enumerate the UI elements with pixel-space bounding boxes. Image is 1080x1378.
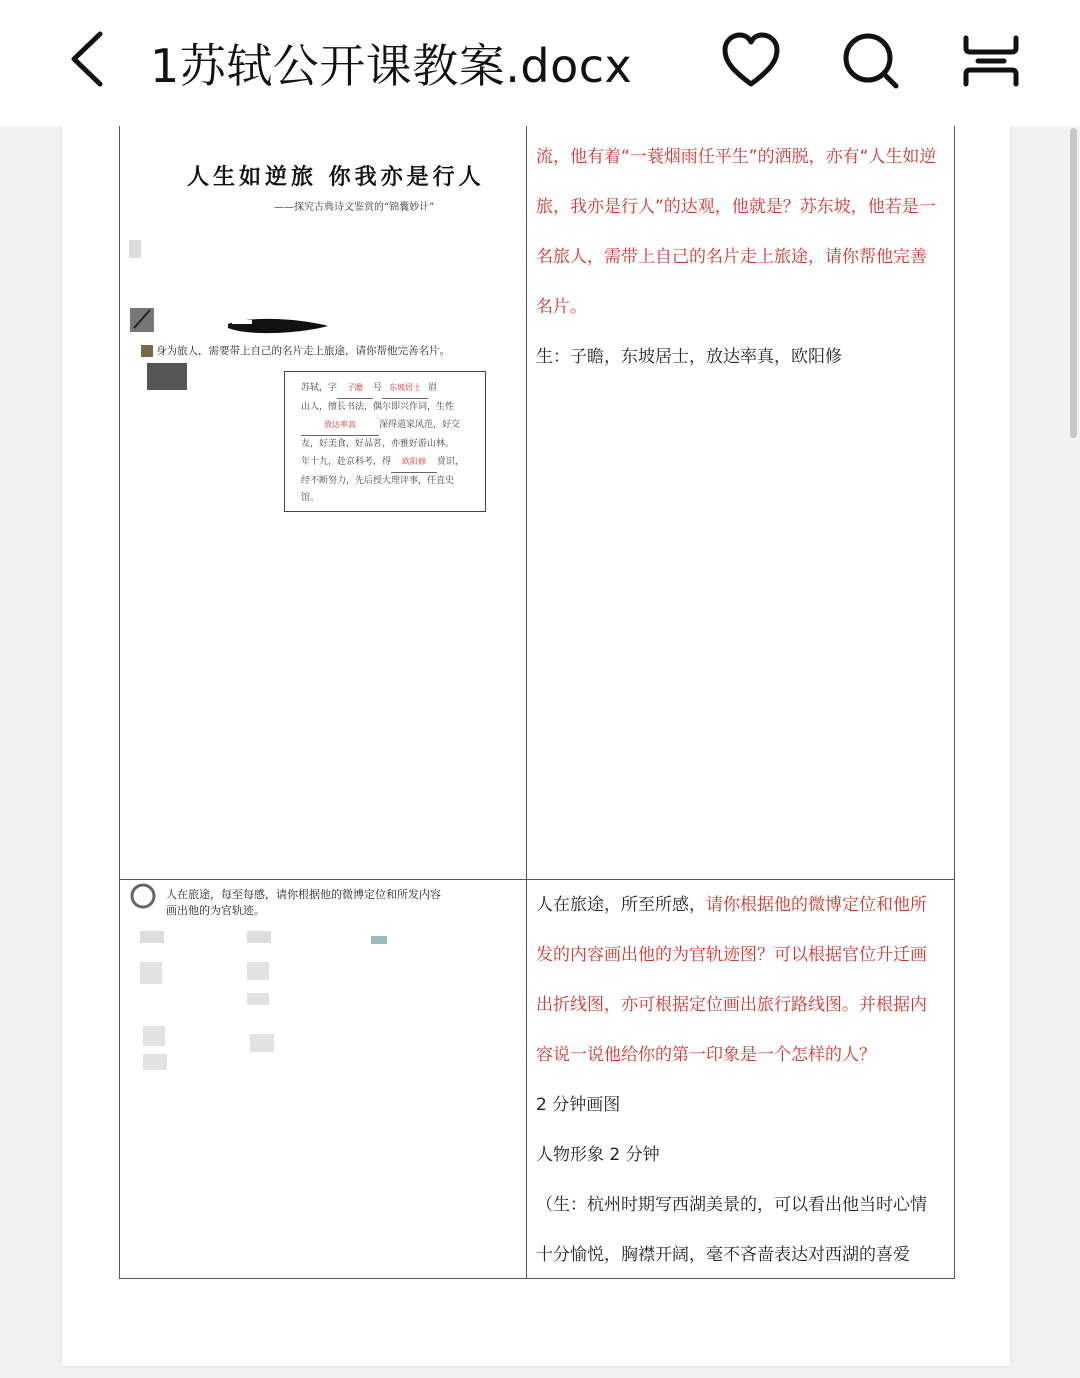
text-line: 十分愉悦，胸襟开阔，毫不吝啬表达对西湖的喜爱 (536, 1245, 910, 1265)
text-line: 名旅人，需带上自己的名片走上旅途，请你帮他完善 (536, 247, 927, 267)
text-line: 旅，我亦是行人”的达观，他就是？苏东坡，他若是一 (536, 197, 936, 217)
document-title: 1苏轼公开课教案.docx (150, 39, 633, 93)
table-border-right (954, 126, 955, 1279)
portrait-image (147, 363, 187, 390)
table-border-left (119, 126, 120, 1279)
decor-image (129, 240, 141, 258)
row2-text (536, 880, 948, 1280)
slide-subtitle: ——探究古典诗文鉴赏的“锦囊妙计” (274, 202, 435, 213)
circle-decoration (129, 882, 157, 910)
business-card: 苏轼，字 子瞻 号 东坡居士 眉 山人，擅长书法，偶尔即兴作词，生性 放达率真 深得道家风范，好交 友，好美食，好品茗，亦雅好游山林。 年十九，赴京科考，得 欧阳修 赏识， 经不断努力，先后授大理评事，任直史 馆。 (284, 371, 486, 512)
student-answer: 生：子瞻，东坡居士，放达率真，欧阳修 (536, 347, 842, 367)
text-line: 出折线图，亦可根据定位画出旅行路线图。并根据内 (536, 995, 927, 1015)
text-line: 2 分钟画图 (536, 1095, 621, 1115)
ink-brush-decoration (128, 306, 334, 336)
text-line: 人物形象 2 分钟 (536, 1145, 660, 1165)
slide-instruction: 身为旅人，需要带上自己的名片走上旅途，请你帮他完善名片。 (156, 345, 450, 357)
table-border-middle (526, 126, 527, 1279)
text-line: 人在旅途，所至所感，请你根据他的微博定位和他所 (536, 895, 927, 915)
scrollbar[interactable] (1070, 128, 1077, 438)
text-line: 流，他有着“一蓑烟雨任平生”的洒脱，亦有“人生如逆 (536, 147, 937, 167)
search-icon[interactable] (840, 30, 902, 92)
text-line: 容说一说他给你的第一印象是一个怎样的人？ (536, 1045, 876, 1065)
text-line: 名片。 (536, 297, 587, 317)
app-header (0, 0, 1080, 126)
bullet-icon (141, 345, 153, 357)
row1-text (536, 132, 948, 382)
menu-icon[interactable] (960, 30, 1022, 92)
text-line: 发的内容画出他的为官轨迹图？可以根据官位升迁画 (536, 945, 927, 965)
back-arrow-icon[interactable] (62, 28, 118, 90)
heart-icon[interactable] (720, 30, 782, 92)
slide-title: 人生如逆旅 你我亦是行人 (187, 164, 485, 190)
text-line: （生：杭州时期写西湖美景的，可以看出他当时心情 (536, 1195, 927, 1215)
slide-instruction-2: 人在旅途，每至每感，请你根据他的微博定位和所发内容 画出他的为官轨迹。 (166, 888, 441, 917)
